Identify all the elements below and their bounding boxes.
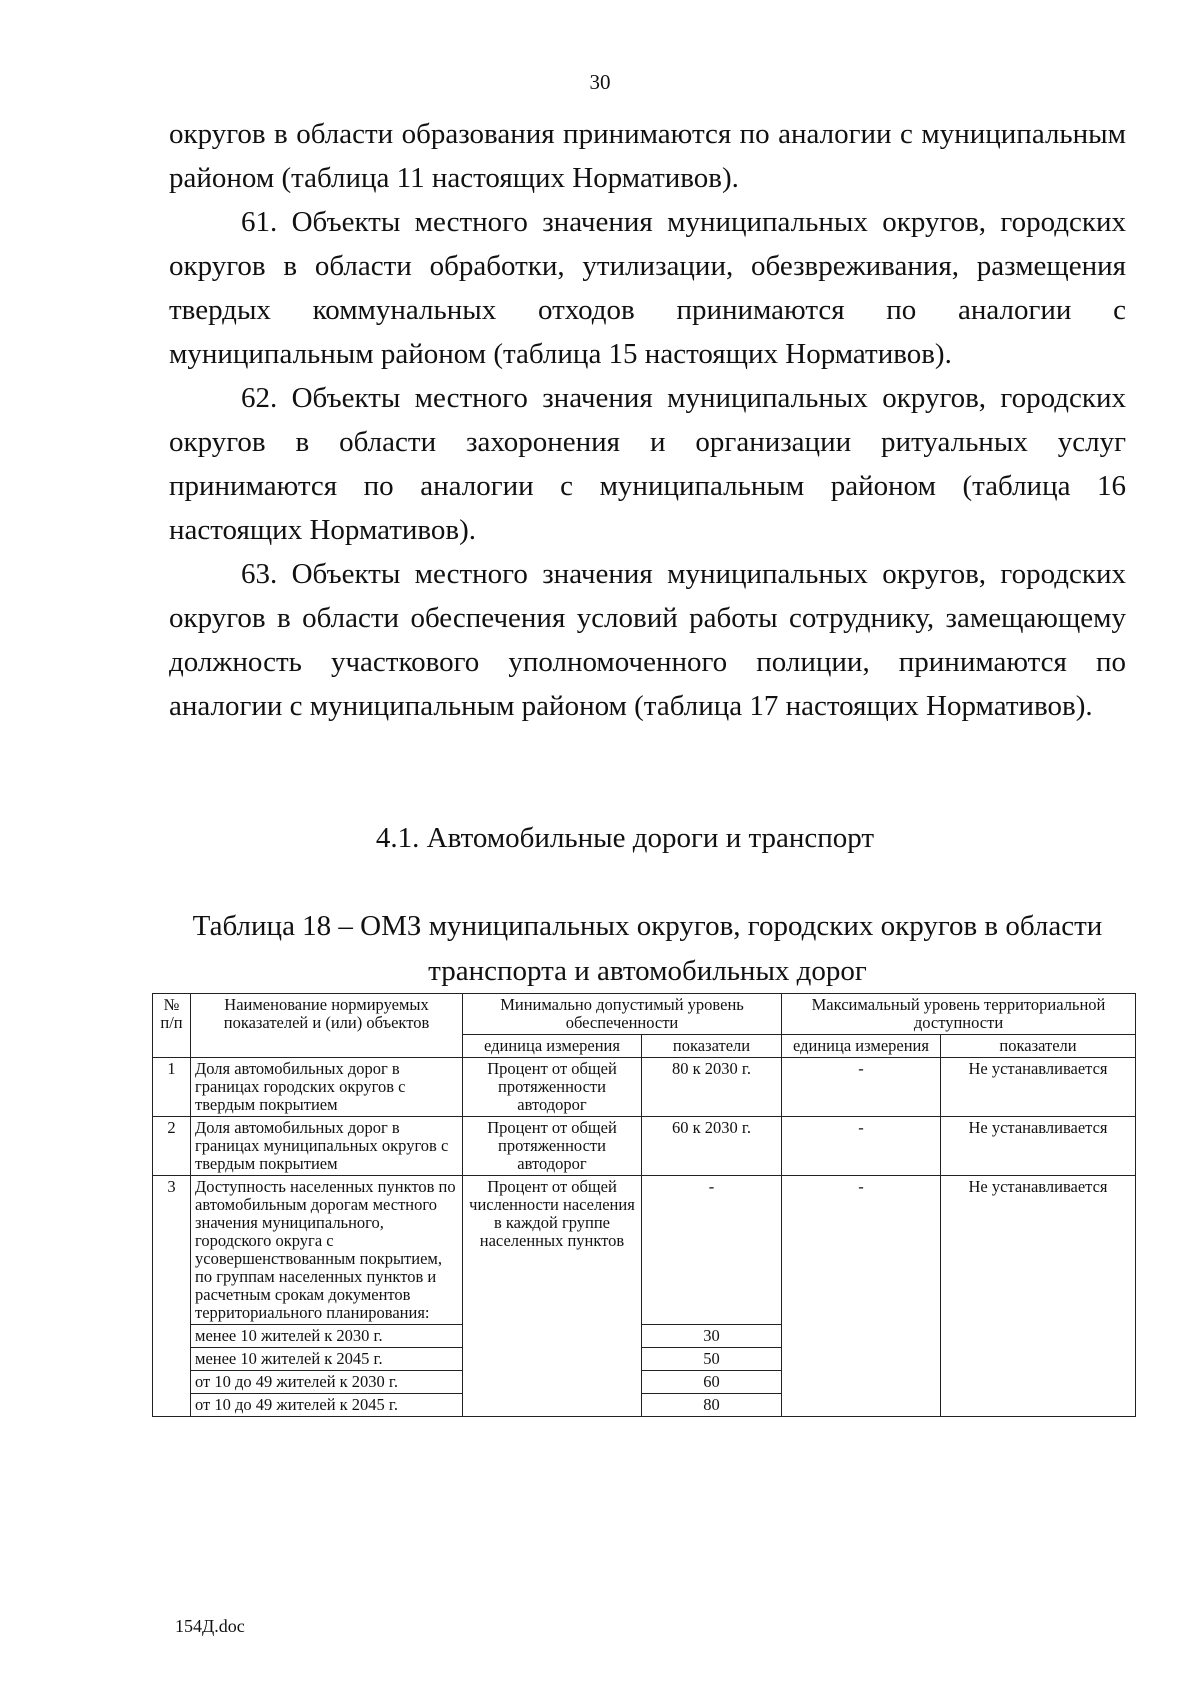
subrow-name: от 10 до 49 жителей к 2045 г. <box>191 1394 463 1417</box>
header-min-unit: единица измерения <box>463 1035 642 1058</box>
row-num: 2 <box>153 1117 191 1176</box>
header-max-unit: единица измерения <box>782 1035 941 1058</box>
subrow-name: менее 10 жителей к 2045 г. <box>191 1348 463 1371</box>
header-min-value: показатели <box>642 1035 782 1058</box>
row-max-value: Не устанавливается <box>941 1058 1136 1117</box>
row-min-unit: Процент от общей протяженности автодорог <box>463 1117 642 1176</box>
subrow-value: 60 <box>642 1371 782 1394</box>
paragraph: 61. Объекты местного значения муниципальных округов, городских округов в области обработки, утилизации, обезвреживания, размещения твердых коммунальных отходов принимаются по аналогии с муниципальным районом (таблица 15 настоящих Нормативов). <box>169 206 1126 370</box>
table-caption: Таблица 18 – ОМЗ муниципальных округов, городских округов в области транспорта и автомобильных дорог <box>192 910 1103 987</box>
footer-filename: 154Д.doc <box>175 1616 245 1636</box>
paragraph: 62. Объекты местного значения муниципальных округов, городских округов в области захоронения и организации ритуальных услуг принимаются по аналогии с муниципальным районом (таблица 16 настоящих Нормативов). <box>169 382 1126 546</box>
paragraph: 63. Объекты местного значения муниципальных округов, городских округов в области обеспечения условий работы сотруднику, замещающему должность участкового уполномоченного полиции, принимаются по аналогии с муниципальным районом (таблица 17 настоящих Нормативов). <box>169 558 1126 722</box>
row-min-value: - <box>642 1176 782 1325</box>
row-max-unit: - <box>782 1117 941 1176</box>
header-max-value: показатели <box>941 1035 1136 1058</box>
header-num: № п/п <box>153 994 191 1058</box>
subrow-name: менее 10 жителей к 2030 г. <box>191 1325 463 1348</box>
row-min-unit: Процент от общей численности населения в каждой группе населенных пунктов <box>463 1176 642 1417</box>
row-max-value: Не устанавливается <box>941 1176 1136 1417</box>
subrow-value: 30 <box>642 1325 782 1348</box>
table-row <box>153 1058 1136 1117</box>
subrow-name: от 10 до 49 жителей к 2030 г. <box>191 1371 463 1394</box>
header-min-level: Минимально допустимый уровень обеспеченности <box>463 994 782 1035</box>
row-num: 3 <box>153 1176 191 1417</box>
row-name: Доступность населенных пунктов по автомобильным дорогам местного значения муниципального, городского округа с усовершенствованным покрытием, по группам населенных пунктов и расчетным срокам документов территориального планирования: <box>191 1176 463 1325</box>
page-number: 30 <box>589 70 611 94</box>
row-max-unit: - <box>782 1176 941 1417</box>
subrow-value: 50 <box>642 1348 782 1371</box>
table-row <box>153 1117 1136 1176</box>
table-header-row <box>153 994 1136 1035</box>
row-max-value: Не устанавливается <box>941 1117 1136 1176</box>
table-row <box>153 1176 1136 1325</box>
row-max-unit: - <box>782 1058 941 1117</box>
row-name: Доля автомобильных дорог в границах муниципальных округов с твердым покрытием <box>191 1117 463 1176</box>
data-table <box>152 993 1136 1417</box>
section-heading: 4.1. Автомобильные дороги и транспорт <box>375 822 875 854</box>
header-name: Наименование нормируемых показателей и (или) объектов <box>191 994 463 1058</box>
body-text <box>169 112 1126 728</box>
subrow-value: 80 <box>642 1394 782 1417</box>
row-num: 1 <box>153 1058 191 1117</box>
paragraph: округов в области образования принимаются по аналогии с муниципальным районом (таблица 11 настоящих Нормативов). <box>169 118 1126 194</box>
row-min-unit: Процент от общей протяженности автодорог <box>463 1058 642 1117</box>
row-min-value: 60 к 2030 г. <box>642 1117 782 1176</box>
row-name: Доля автомобильных дорог в границах городских округов с твердым покрытием <box>191 1058 463 1117</box>
header-max-level: Максимальный уровень территориальной доступности <box>782 994 1136 1035</box>
row-min-value: 80 к 2030 г. <box>642 1058 782 1117</box>
